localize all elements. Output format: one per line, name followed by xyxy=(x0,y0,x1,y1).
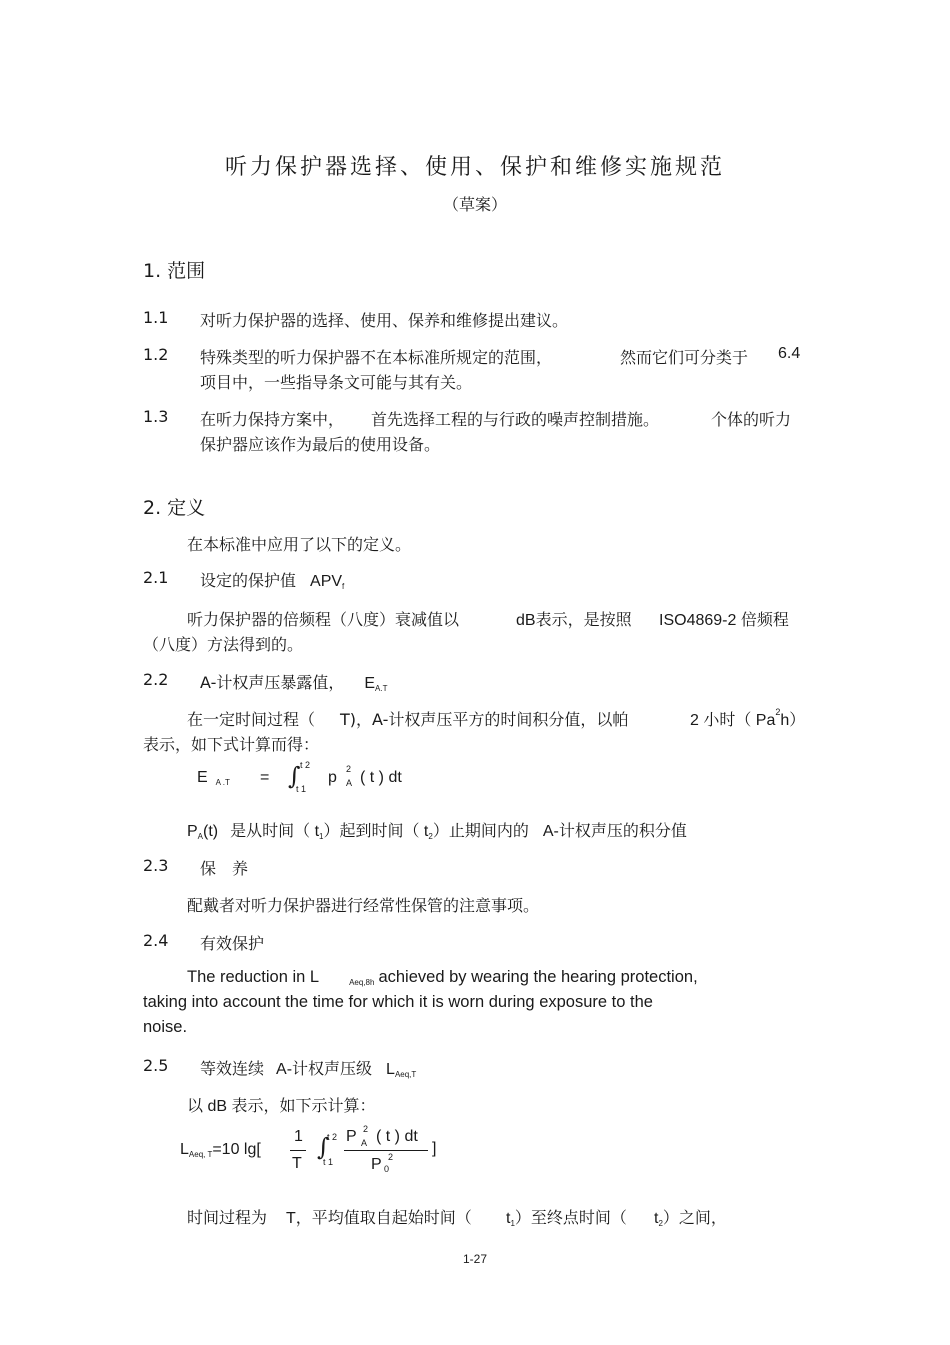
eq-level-close-bracket: ] xyxy=(432,1140,437,1157)
eq-exposure-upper-limit: t 2 xyxy=(300,760,311,770)
eq-exposure-equals: = xyxy=(260,769,270,786)
eq-exposure-rest: ( t ) dt xyxy=(360,769,402,786)
eq-level-fraction-line-2 xyxy=(344,1150,428,1151)
item-1-2-text-line2: 项目中，一些指导条文可能与其有关。 xyxy=(200,373,473,392)
def-2-2-label: A-计权声压暴露值， $E_{A.T}$ xyxy=(200,673,388,693)
item-1-3-number: 1.3 xyxy=(143,407,169,426)
eq-level-num-rest: ( t ) dt xyxy=(376,1128,418,1145)
def-2-5-time-c: $t_1$）至终点时间（ xyxy=(506,1210,627,1228)
def-2-1-label: 设定的保护值 $APV_f$ xyxy=(200,571,345,591)
eq-level-T: T xyxy=(292,1155,302,1172)
eq-exposure-p-sub: A xyxy=(346,778,353,788)
eq-exposure-lhs: E $_{A .T}$ xyxy=(197,769,230,787)
eq-level-one: 1 xyxy=(294,1128,303,1145)
def-2-5-time-b: T，平均值取自起始时间（ xyxy=(286,1210,472,1227)
eq-level-lhs: $L_{Aeq, T}=10$ lg[ xyxy=(180,1141,261,1159)
item-1-2-text-a: 特殊类型的听力保护器不在本标准所规定的范围， xyxy=(200,348,553,367)
def-2-2-para-c: 2 小时（ Pa$^2$h） xyxy=(690,707,806,729)
def-2-2-note: $P_A(t)$ 是从时间（ $t_1$）起到时间（ $t_2$）止期间内的 A-计权声压的积分值 xyxy=(187,823,687,841)
eq-level-den-sup: 2 xyxy=(388,1152,394,1162)
document-title: 听力保护器选择、使用、保护和维修实施规范 xyxy=(224,155,725,180)
eq-level-numerator: P xyxy=(346,1128,357,1145)
def-2-3-text: 配戴者对听力保护器进行经常性保管的注意事项。 xyxy=(187,896,540,915)
def-2-2-para-line2: 表示，如下式计算而得： xyxy=(143,735,320,754)
def-2-5-label: 等效连续 A-计权声压级 $L_{Aeq,T}$ xyxy=(200,1059,417,1079)
document-subtitle: （草案） xyxy=(442,195,507,214)
def-2-1-para-b: dB表示，是按照 xyxy=(516,612,632,629)
def-2-4-en-line1: The reduction in L $_{Aeq,8h}$ achieved by wearing the hearing protection, xyxy=(187,968,698,987)
item-1-1-text: 对听力保护器的选择、使用、保养和维修提出建议。 xyxy=(200,311,569,330)
def-2-1-para-line2: （八度）方法得到的。 xyxy=(143,635,304,654)
item-1-2-text-b: 然而它们可分类于 xyxy=(620,348,749,367)
def-2-4-en-line3: noise. xyxy=(143,1018,188,1036)
item-1-3-text-b: 首先选择工程的与行政的噪声控制措施。 xyxy=(371,410,660,429)
eq-level-upper-limit: t 2 xyxy=(327,1132,338,1142)
item-1-3-text-a: 在听力保持方案中， xyxy=(200,410,345,429)
eq-level-num-sub: A xyxy=(361,1138,368,1148)
eq-level-lower-limit: t 1 xyxy=(323,1157,334,1167)
def-2-5-para: 以 dB 表示，如下示计算： xyxy=(187,1098,376,1115)
def-2-1-number: 2.1 xyxy=(143,568,169,587)
def-2-3-number: 2.3 xyxy=(143,856,169,875)
eq-exposure-integral: ∫ xyxy=(288,762,301,790)
item-1-3-text-c: 个体的听力 xyxy=(711,410,792,429)
def-2-5-time-e: $t_2$）之间， xyxy=(654,1210,727,1228)
def-2-4-number: 2.4 xyxy=(143,931,169,950)
def-2-4-label: 有效保护 xyxy=(200,934,265,953)
item-1-3-text-line2: 保护器应该作为最后的使用设备。 xyxy=(200,435,441,454)
eq-level-integral: ∫ xyxy=(317,1133,330,1161)
def-2-2-para-b: T)，A-计权声压平方的时间积分值，以帕 xyxy=(340,710,629,729)
def-2-2-para-a: 在一定时间过程（ xyxy=(187,710,316,729)
eq-level-fraction-line-1 xyxy=(290,1150,306,1151)
eq-exposure-p-sup: 2 xyxy=(346,764,352,774)
eq-level-num-sup: 2 xyxy=(363,1124,369,1134)
section-2-intro: 在本标准中应用了以下的定义。 xyxy=(187,535,412,554)
eq-exposure-integrand: p xyxy=(328,769,337,786)
item-1-2-number: 1.2 xyxy=(143,345,169,364)
def-2-4-en-line2: taking into account the time for which it is worn during exposure to the xyxy=(143,993,653,1011)
def-2-1-para-c: ISO4869-2 倍频程 xyxy=(659,612,789,629)
eq-level-denominator: P xyxy=(371,1156,382,1173)
def-2-5-number: 2.5 xyxy=(143,1056,169,1075)
eq-level-den-sub: 0 xyxy=(384,1164,390,1174)
item-1-2-text-c: 6.4 xyxy=(778,345,801,362)
eq-exposure-lower-limit: t 1 xyxy=(296,784,307,794)
section-2-heading: 2. 定义 xyxy=(143,497,206,519)
page-number: 1-27 xyxy=(462,1252,488,1266)
def-2-3-label: 保 养 xyxy=(200,859,249,878)
section-1-heading: 1. 范围 xyxy=(143,260,206,282)
def-2-1-para-a: 听力保护器的倍频程（八度）衰减值以 xyxy=(187,610,460,629)
def-2-2-number: 2.2 xyxy=(143,670,169,689)
def-2-5-time-a: 时间过程为 xyxy=(187,1208,268,1227)
item-1-1-number: 1.1 xyxy=(143,308,169,327)
